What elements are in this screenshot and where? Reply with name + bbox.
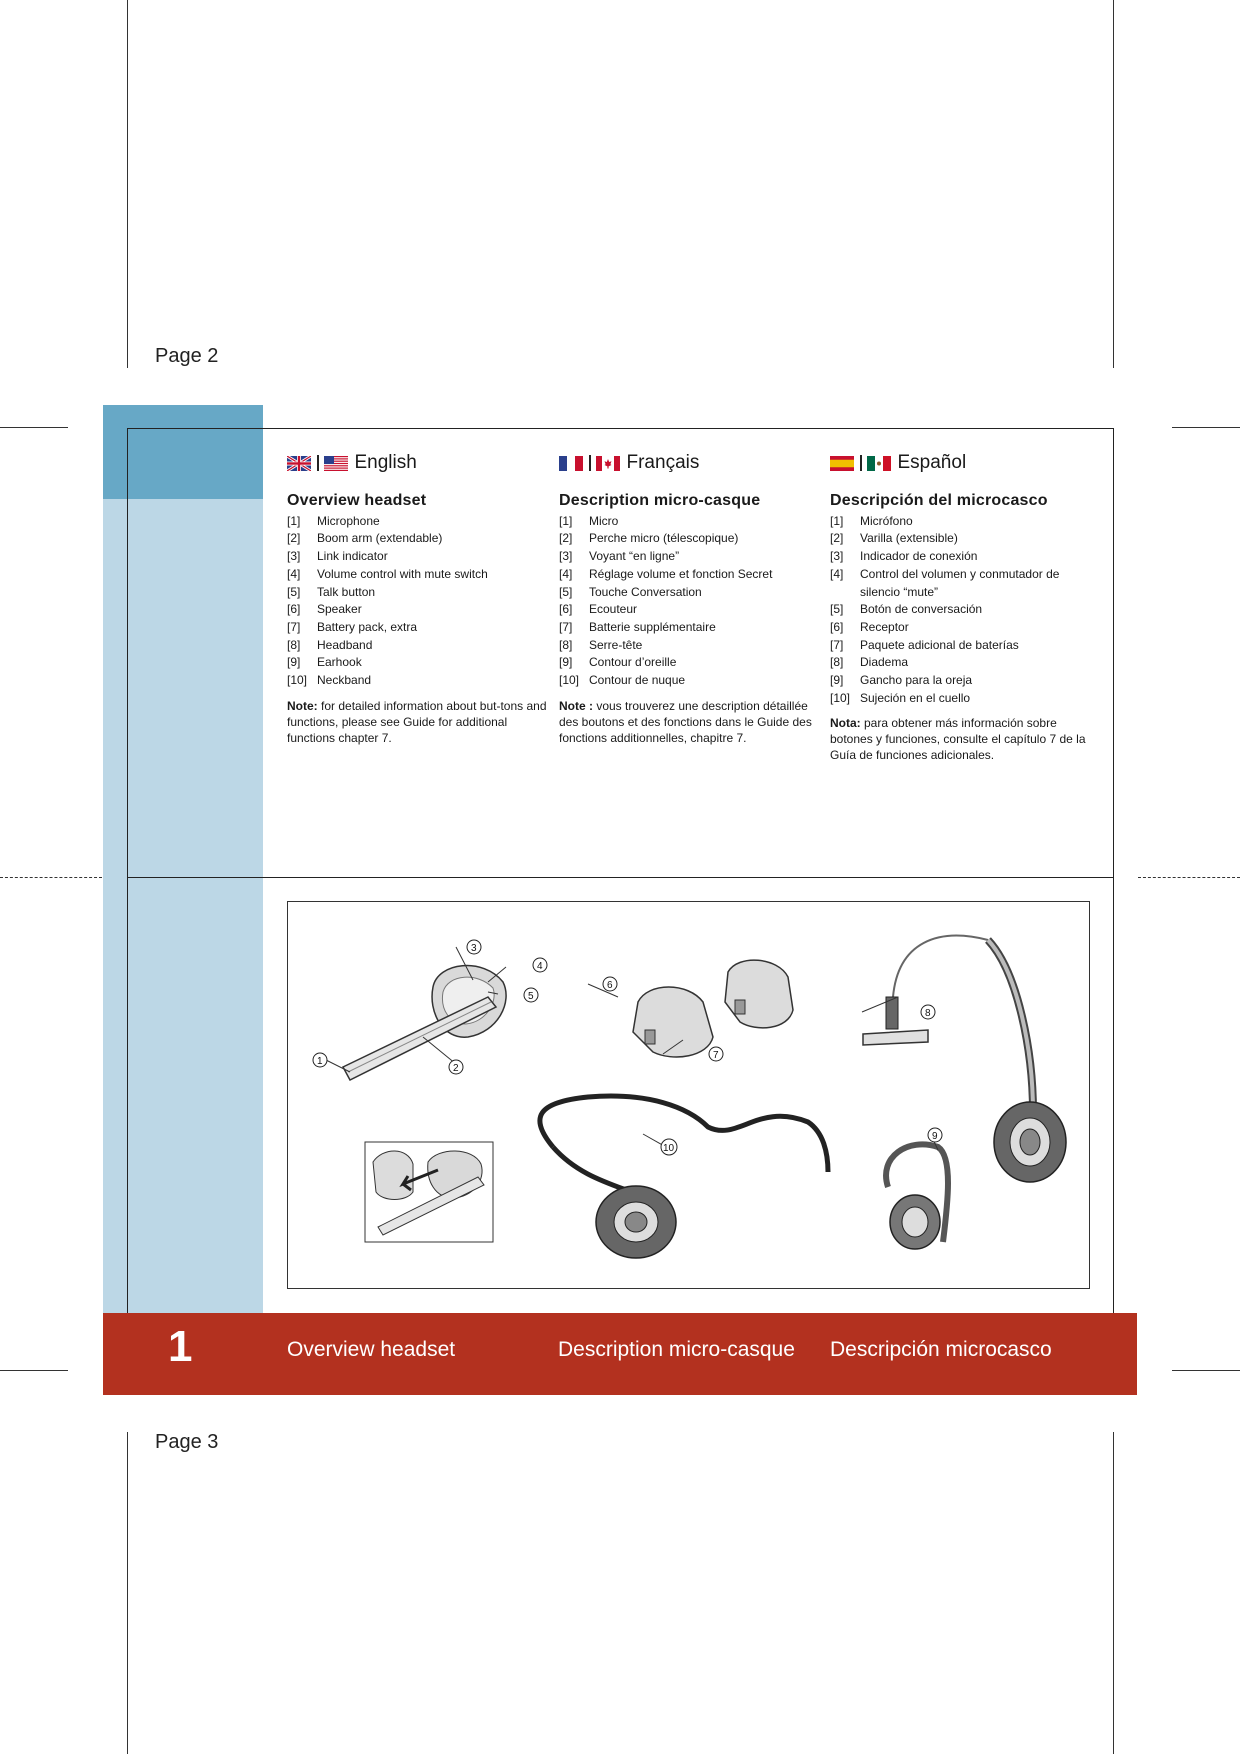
language-header-english (287, 448, 549, 478)
page-label-bottom: Page 3 (155, 1431, 219, 1453)
battery-insert-inset (365, 1142, 493, 1242)
list-item: [9] Contour d’oreille (559, 655, 677, 670)
list-item: [8] Diadema (830, 655, 909, 670)
list-item: [4] Control del volumen y conmutador de silencio “mute” (830, 566, 1060, 599)
list-item: [1] Micrófono (830, 513, 913, 528)
list-item: [2] Varilla (extensible) (830, 531, 958, 546)
callout-5 (524, 988, 538, 1002)
list-item: [5] Touche Conversation (559, 584, 702, 599)
svg-text:2: 2 (453, 1063, 459, 1074)
svg-text:7: 7 (713, 1050, 719, 1061)
chapter-number: 1 (168, 1322, 193, 1371)
france-flag-icon (559, 456, 583, 471)
earhook-drawing (886, 1144, 948, 1249)
fold-divider (127, 877, 1114, 878)
callout-4 (533, 958, 547, 972)
crop-mark-left-upper (0, 427, 68, 428)
callout-10 (661, 1139, 677, 1155)
list-item: [6] Speaker (287, 602, 362, 617)
callout-leaders (326, 947, 938, 1150)
svg-text:6: 6 (607, 980, 613, 991)
flag-separator (589, 455, 591, 471)
svg-text:10: 10 (663, 1143, 675, 1154)
list-item: [8] Headband (287, 637, 373, 652)
list-item: [10] Contour de nuque (559, 673, 686, 688)
language-header-french (559, 448, 821, 478)
list-item: [2] Boom arm (extendable) (287, 531, 443, 546)
list-item: [7] Batterie supplémentaire (559, 619, 716, 634)
mexico-flag-icon (867, 456, 891, 471)
callout-3 (467, 940, 481, 954)
svg-text:8: 8 (925, 1008, 931, 1019)
list-item: [6] Receptor (830, 619, 909, 634)
note-paragraph: Nota: para obtener más información sobre botones y funciones, consulte el capítulo 7 de la Guía de funciones adicionales. (830, 716, 1086, 763)
list-item: [3] Link indicator (287, 549, 388, 564)
chapter-title-french: Description micro-casque (558, 1338, 795, 1361)
crop-mark-bottom-right (1113, 1432, 1114, 1754)
fold-line-right (1138, 877, 1240, 878)
column-english (287, 448, 549, 746)
section-heading: Overview headset (287, 492, 427, 509)
list-item: [2] Perche micro (télescopique) (559, 531, 739, 546)
flag-separator (317, 455, 319, 471)
callout-6 (603, 977, 617, 991)
list-item: [3] Voyant “en ligne” (559, 549, 680, 564)
uk-flag-icon (287, 456, 311, 471)
section-heading: Description micro-casque (559, 492, 761, 509)
headset-drawing (343, 966, 506, 1080)
svg-text:5: 5 (528, 991, 534, 1002)
section-heading: Descripción del microcasco (830, 492, 1048, 509)
battery-pack-drawing (633, 960, 793, 1057)
list-item: [1] Micro (559, 513, 619, 528)
headset-illustration (287, 901, 1090, 1289)
note-paragraph: Note: for detailed information about but-tons and functions, please see Guide for additional functions chapter 7. (287, 698, 547, 745)
spain-flag-icon (830, 456, 854, 471)
list-item: [4] Volume control with mute switch (287, 566, 488, 581)
list-item: [10] Sujeción en el cuello (830, 690, 971, 705)
callout-7 (709, 1047, 723, 1061)
chapter-title-spanish: Descripción microcasco (830, 1338, 1052, 1361)
crop-mark-top-right (1113, 0, 1114, 368)
list-item: [7] Battery pack, extra (287, 619, 418, 634)
headband-drawing (863, 936, 1066, 1182)
crop-mark-left-lower (0, 1370, 68, 1371)
us-flag-icon (324, 456, 348, 471)
language-name: English (354, 452, 417, 474)
list-item: [5] Botón de conversación (830, 602, 983, 617)
callout-2 (449, 1060, 463, 1074)
callout-1 (313, 1053, 327, 1067)
list-item: [9] Gancho para la oreja (830, 673, 973, 688)
column-french (559, 448, 821, 746)
list-item: [1] Microphone (287, 513, 380, 528)
column-spanish (830, 448, 1090, 763)
svg-text:1: 1 (317, 1056, 323, 1067)
list-item: [10] Neckband (287, 673, 372, 688)
crop-mark-right-upper (1172, 427, 1240, 428)
crop-mark-top-left (127, 0, 128, 368)
list-item: [5] Talk button (287, 584, 376, 599)
language-name: Español (897, 452, 967, 474)
svg-text:3: 3 (471, 943, 477, 954)
chapter-title-english: Overview headset (287, 1338, 456, 1361)
list-item: [8] Serre-tête (559, 637, 643, 652)
svg-text:4: 4 (537, 961, 543, 972)
list-item: [7] Paquete adicional de baterías (830, 637, 1019, 652)
crop-mark-bottom-left (127, 1432, 128, 1754)
language-header-spanish (830, 448, 1090, 478)
language-name: Français (626, 452, 700, 474)
canada-flag-icon (596, 456, 620, 471)
callout-8 (921, 1005, 935, 1019)
callout-9 (928, 1128, 942, 1142)
page-label-top: Page 2 (155, 345, 219, 367)
list-item: [9] Earhook (287, 655, 362, 670)
list-item: [6] Ecouteur (559, 602, 638, 617)
fold-line-left (0, 877, 102, 878)
svg-text:9: 9 (932, 1131, 938, 1142)
list-item: [4] Réglage volume et fonction Secret (559, 566, 773, 581)
note-paragraph: Note : vous trouverez une description détaillée des boutons et des fonctions dans le Guide des fonctions additionnelles, chapitre 7. (559, 698, 812, 745)
list-item: [3] Indicador de conexión (830, 549, 978, 564)
flag-separator (860, 455, 862, 471)
crop-mark-right-lower (1172, 1370, 1240, 1371)
headset-parts-drawing (288, 902, 1089, 1288)
neckband-drawing (540, 1096, 828, 1258)
